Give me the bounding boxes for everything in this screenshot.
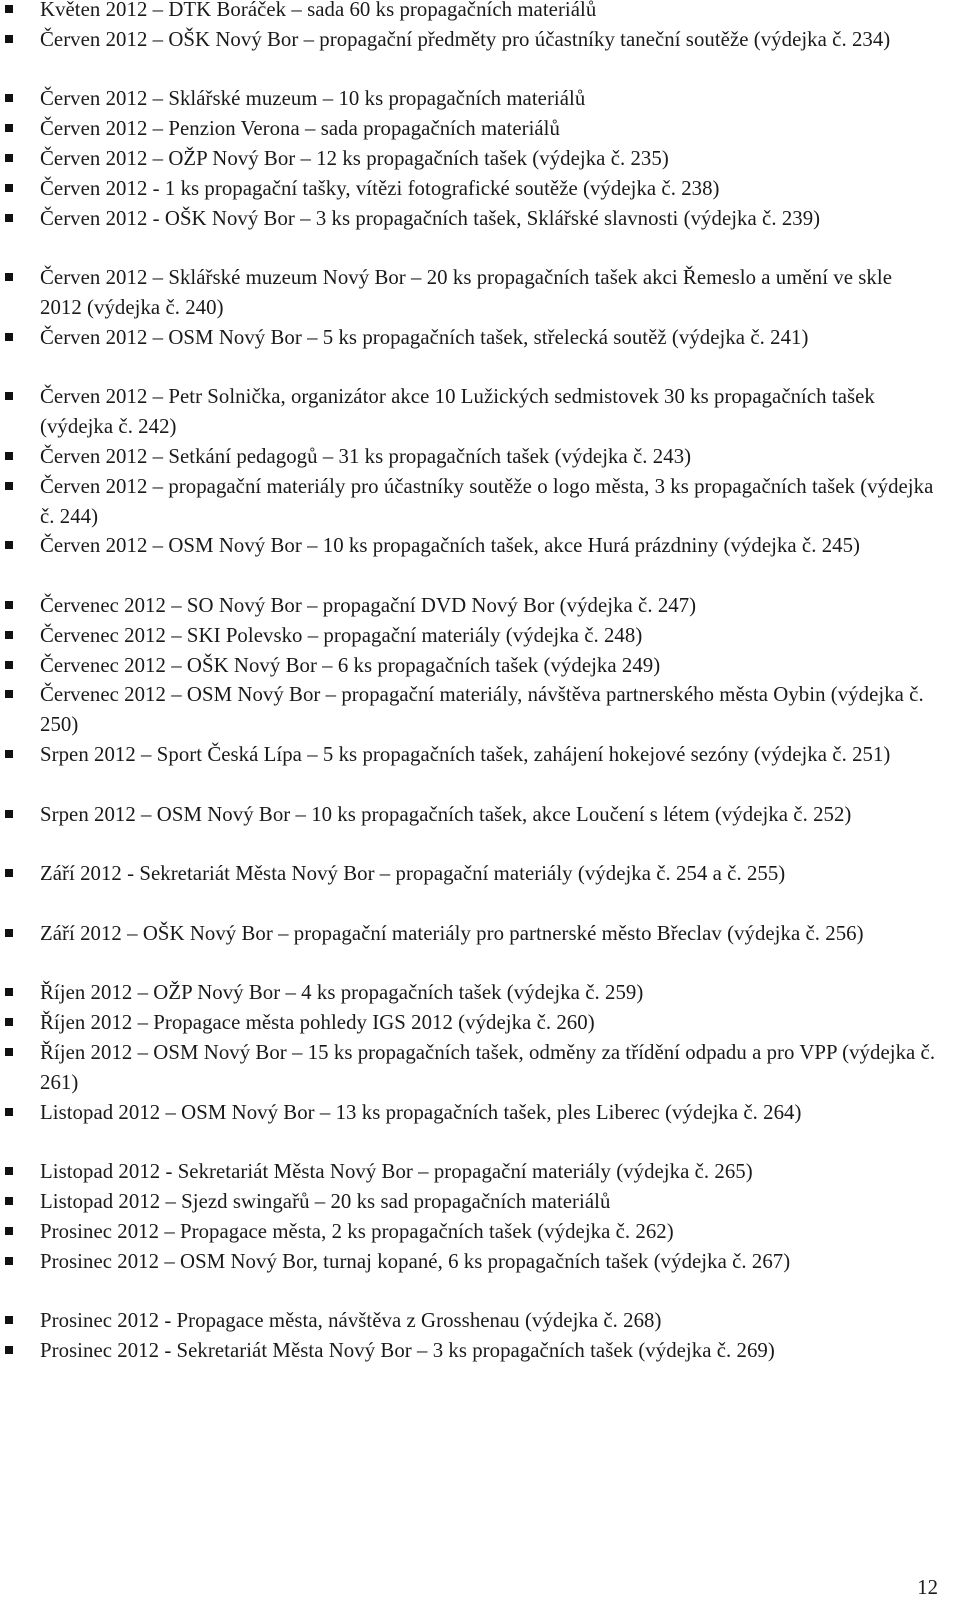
bullet-marker-icon (5, 1257, 13, 1265)
list-item-text: Srpen 2012 – Sport Česká Lípa – 5 ks propagačních tašek, zahájení hokejové sezóny (výdejka č. 251) (40, 743, 891, 766)
list-item-text: Červen 2012 – OSM Nový Bor – 10 ks propagačních tašek, akce Hurá prázdniny (výdejka č. 245) (40, 534, 861, 558)
bullet-marker-icon (5, 124, 13, 132)
list-item (0, 1008, 960, 1038)
list-item (0, 1157, 960, 1187)
list-item (0, 442, 960, 472)
bullet-marker-icon (5, 184, 13, 192)
list-item-text: Červen 2012 – OŽP Nový Bor – 12 ks propagačních tašek (výdejka č. 235) (40, 147, 669, 170)
list-item (0, 114, 960, 144)
list-item (0, 1247, 960, 1277)
bullet-marker-icon (5, 94, 13, 102)
list-item (0, 800, 960, 830)
list-item (0, 919, 960, 949)
list-item-text: Červen 2012 – OŠK Nový Bor – propagační předměty pro účastníky taneční soutěže (výdejka č. 234) (40, 27, 891, 51)
list-item (0, 1187, 960, 1217)
list-item (0, 25, 960, 55)
list-item-text: Květen 2012 – DTK Boráček – sada 60 ks propagačních materiálů (40, 0, 597, 21)
list-item (0, 84, 960, 114)
list-item-text: Listopad 2012 – Sjezd swingařů – 20 ks sad propagačních materiálů (40, 1190, 611, 1213)
list-item-text: Říjen 2012 – OŽP Nový Bor – 4 ks propagačních tašek (výdejka č. 259) (40, 981, 644, 1005)
list-item-text: Říjen 2012 – OSM Nový Bor – 15 ks propagačních tašek, odměny za třídění odpadu a pro VPP (výdejka č. 261) (40, 1041, 936, 1094)
list-item-text: Červen 2012 – Sklářské muzeum – 10 ks propagačních materiálů (40, 87, 586, 111)
list-item (0, 740, 960, 770)
bullet-marker-icon (5, 35, 13, 43)
list-item-text: Červen 2012 – propagační materiály pro účastníky soutěže o logo města, 3 ks propagačních tašek (výdejka č. 244) (40, 474, 934, 528)
list-item (0, 472, 960, 532)
bullet-marker-icon (5, 154, 13, 162)
list-item (0, 0, 960, 25)
bullet-marker-icon (5, 661, 13, 669)
bullet-marker-icon (5, 1197, 13, 1205)
list-item (0, 1098, 960, 1128)
bullet-marker-icon (5, 5, 13, 13)
list-item (0, 1336, 960, 1366)
bullet-marker-icon (5, 214, 13, 222)
bullet-marker-icon (5, 1018, 13, 1026)
list-item-text: Prosinec 2012 - Sekretariát Města Nový Bor – 3 ks propagačních tašek (výdejka č. 269) (40, 1339, 775, 1362)
list-item-text: Červen 2012 - OŠK Nový Bor – 3 ks propagačních tašek, Sklářské slavnosti (výdejka č. 239) (40, 206, 821, 230)
list-item-text: Prosinec 2012 – OSM Nový Bor, turnaj kopané, 6 ks propagačních tašek (výdejka č. 267) (40, 1249, 791, 1273)
list-item (0, 680, 960, 740)
list-item (0, 263, 960, 323)
list-item (0, 144, 960, 174)
bullet-marker-icon (5, 1346, 13, 1354)
bullet-marker-icon (5, 1227, 13, 1235)
list-item-text: Prosinec 2012 – Propagace města, 2 ks propagačních tašek (výdejka č. 262) (40, 1219, 674, 1243)
list-item (0, 174, 960, 204)
list-item (0, 1306, 960, 1336)
bullet-marker-icon (5, 1316, 13, 1324)
bullet-marker-icon (5, 452, 13, 460)
list-item (0, 1038, 960, 1098)
list-item-text: Září 2012 - Sekretariát Města Nový Bor – propagační materiály (výdejka č. 254 a č. 255) (40, 862, 786, 886)
list-item-text: Červenec 2012 – SKI Polevsko – propagační materiály (výdejka č. 248) (40, 623, 643, 647)
list-item (0, 323, 960, 353)
page-number: 12 (917, 1576, 938, 1599)
list-item-text: Listopad 2012 – OSM Nový Bor – 13 ks propagačních tašek, ples Liberec (výdejka č. 264) (40, 1100, 802, 1124)
bullet-marker-icon (5, 750, 13, 758)
bullet-marker-icon (5, 1108, 13, 1116)
list-item-text: Červenec 2012 – OŠK Nový Bor – 6 ks propagačních tašek (výdejka 249) (40, 653, 661, 677)
bullet-marker-icon (5, 601, 13, 609)
bullet-marker-icon (5, 333, 13, 341)
list-item-text: Červenec 2012 – SO Nový Bor – propagační DVD Nový Bor (výdejka č. 247) (40, 594, 697, 617)
bullet-marker-icon (5, 988, 13, 996)
list-item-text: Červenec 2012 – OSM Nový Bor – propagační materiály, návštěva partnerského města Oybin (výdejka č. 250) (40, 683, 924, 737)
list-item (0, 621, 960, 651)
list-item-text: Červen 2012 – Sklářské muzeum Nový Bor – 20 ks propagačních tašek akci Řemeslo a umění ve skle 2012 (výdejka č. 240) (40, 266, 892, 319)
bullet-marker-icon (5, 1048, 13, 1056)
list-item-text: Červen 2012 – Petr Solnička, organizátor akce 10 Lužických sedmistovek 30 ks propagačních tašek (výdejka č. 242) (40, 385, 875, 439)
bullet-marker-icon (5, 631, 13, 639)
list-item (0, 204, 960, 234)
bullet-marker-icon (5, 869, 13, 877)
list-item-text: Listopad 2012 - Sekretariát Města Nový Bor – propagační materiály (výdejka č. 265) (40, 1160, 753, 1184)
bullet-marker-icon (5, 810, 13, 818)
list-item (0, 651, 960, 681)
list-item (0, 591, 960, 621)
list-item-text: Červen 2012 – Setkání pedagogů – 31 ks propagačních tašek (výdejka č. 243) (40, 445, 692, 468)
list-item (0, 978, 960, 1008)
list-item (0, 382, 960, 442)
list-item-text: Prosinec 2012 - Propagace města, návštěva z Grosshenau (výdejka č. 268) (40, 1309, 662, 1333)
bullet-marker-icon (5, 929, 13, 937)
list-item (0, 1217, 960, 1247)
bullet-marker-icon (5, 690, 13, 698)
bullet-marker-icon (5, 482, 13, 490)
bullet-marker-icon (5, 273, 13, 281)
list-item (0, 859, 960, 889)
list-item-text: Srpen 2012 – OSM Nový Bor – 10 ks propagačních tašek, akce Loučení s létem (výdejka č. 252) (40, 802, 852, 826)
list-item-text: Červen 2012 - 1 ks propagační tašky, vítězi fotografické soutěže (výdejka č. 238) (40, 176, 720, 200)
list-item (0, 531, 960, 561)
list-item-text: Červen 2012 – Penzion Verona – sada propagačních materiálů (40, 117, 560, 141)
bullet-marker-icon (5, 1167, 13, 1175)
bullet-marker-icon (5, 392, 13, 400)
list-item-text: Červen 2012 – OSM Nový Bor – 5 ks propagačních tašek, střelecká soutěž (výdejka č. 241) (40, 325, 809, 349)
bullet-marker-icon (5, 541, 13, 549)
list-item-text: Říjen 2012 – Propagace města pohledy IGS 2012 (výdejka č. 260) (40, 1011, 595, 1035)
list-item-text: Září 2012 – OŠK Nový Bor – propagační materiály pro partnerské město Břeclav (výdejka č. 256) (40, 921, 864, 945)
